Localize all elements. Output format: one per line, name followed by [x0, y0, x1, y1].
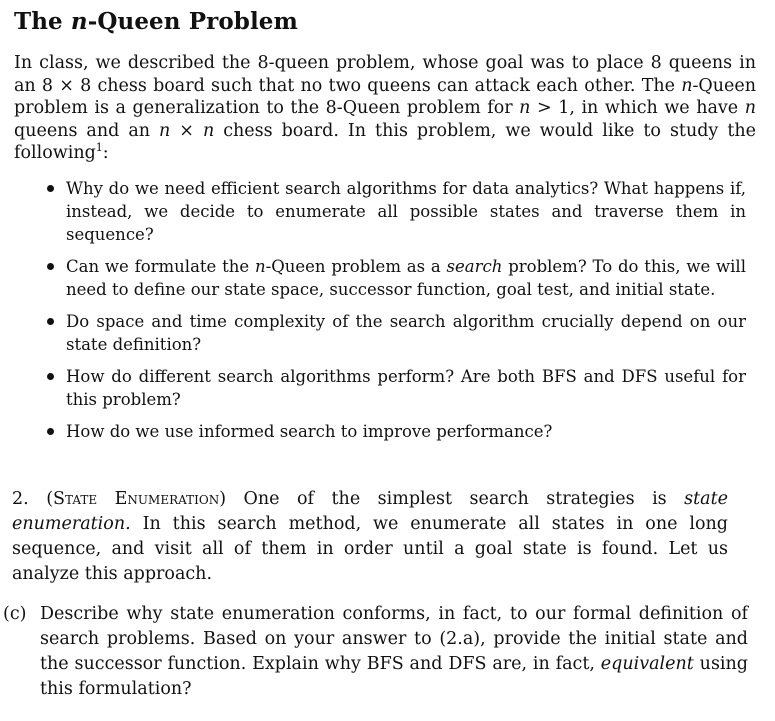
intro-paragraph — [14, 52, 756, 165]
list-item — [44, 365, 746, 411]
list-item-text: Do space and time complexity of the search algorithm crucially depend on our state definition? — [66, 312, 746, 354]
intro-math-n-3: n — [744, 98, 756, 118]
list-item — [44, 310, 746, 356]
question-2 — [12, 487, 728, 587]
list-item-text: How do we use informed search to improve performance? — [66, 422, 553, 441]
list-item — [44, 420, 746, 443]
intro-text-1: In class, we described the 8-queen problem, whose goal was to place 8 queens in an 8 × 8 chess board such that no two queens can attack each other. The — [14, 53, 756, 96]
question-2c-label: (c) — [3, 604, 27, 624]
intro-text-4: queens and an — [14, 120, 160, 141]
list-item-text-pre: Can we formulate the — [66, 257, 255, 276]
intro-text-5: chess board. In this problem, we would like to study the following — [14, 120, 756, 163]
bullet-icon — [47, 263, 54, 270]
question-2-text-1: ) One of the simplest search strategies is — [219, 489, 685, 509]
title-math-n: n — [70, 8, 88, 35]
bullet-icon — [47, 185, 54, 192]
question-2-emphasis: state enumeration. — [12, 489, 728, 534]
list-item-text-mid: -Queen problem as a — [265, 257, 447, 276]
list-item — [44, 255, 746, 301]
bullet-icon — [47, 318, 54, 325]
list-item-text: How do different search algorithms perform? Are both BFS and DFS useful for this problem? — [66, 367, 746, 409]
question-2-text-2: In this search method, we enumerate all states in one long sequence, and visit all of them in order until a goal state is found. Let us analyze this approach. — [12, 514, 728, 584]
question-2c-text-1: Describe why state enumeration conforms, in fact, to our formal definition of search problems. Based on your answer to (2.a), provide the initial state and the successor function. Explain why BFS and DFS are, in fact, — [40, 604, 748, 674]
intro-text-2: -Queen problem is a generalization to the 8-Queen problem for — [14, 75, 756, 118]
list-item-math-n: n — [254, 257, 266, 276]
title-suffix: -Queen Problem — [87, 8, 298, 35]
intro-math-nxn: n × n — [159, 120, 215, 141]
question-2c-body — [40, 602, 748, 702]
list-item — [44, 177, 746, 246]
bullet-icon — [47, 428, 54, 435]
intro-math-n-gt: n > — [519, 98, 559, 118]
intro-text-3: 1, in which we have — [558, 98, 745, 118]
intro-text-6: : — [102, 143, 109, 163]
intro-math-n-1: n — [681, 75, 693, 96]
question-2c-emphasis: equivalent — [600, 654, 694, 674]
question-2-number: 2. ( — [12, 489, 54, 509]
footnote-marker: 1 — [95, 141, 103, 155]
question-2c-text-2: using this formulation? — [40, 654, 748, 699]
page-title — [14, 8, 298, 35]
list-item-text-post: problem? To do this, we will need to define our state space, successor function, goal test, and initial state. — [66, 257, 746, 299]
list-item-emphasis: search — [446, 257, 503, 276]
title-prefix: The — [14, 8, 71, 35]
question-2c — [3, 602, 748, 702]
question-list — [44, 177, 746, 452]
list-item-text: Why do we need efficient search algorithms for data analytics? What happens if, instead, we decide to enumerate all possible states and traverse them in sequence? — [66, 179, 746, 244]
bullet-icon — [47, 373, 54, 380]
question-2-heading: State Enumeration — [53, 489, 220, 509]
